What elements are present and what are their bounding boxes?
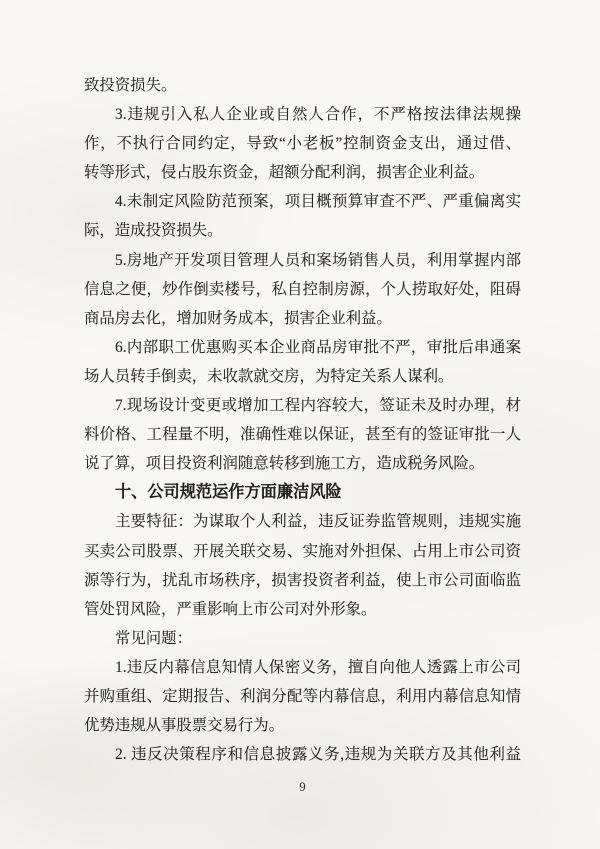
text-line: 5.房地产开发项目管理人员和案场销售人员，利用掌握内部 — [115, 251, 521, 269]
text-line: 作，不执行合同约定，导致“小老板”控制资金支出，通过借、 — [84, 135, 521, 153]
text-line: 际，造成投资损失。 — [84, 222, 223, 240]
text-line: 1.违反内幕信息知情人保密义务，擅自向他人透露上市公司 — [115, 658, 521, 676]
text-line: 管处罚风险，严重影响上市公司对外形象。 — [84, 600, 377, 618]
text-line: 优势违规从事股票交易行为。 — [84, 717, 285, 735]
text-line: 3.违规引入私人企业或自然人合作，不严格按法律法规操 — [115, 106, 521, 124]
text-line: 转等形式，侵占股东资金，超额分配利润，损害企业利益。 — [84, 164, 485, 182]
text-line: 场人员转手倒卖，未收款就交房，为特定关系人谋利。 — [84, 367, 454, 385]
text-line: 致投资损失。 — [84, 77, 177, 94]
text-line: 主要特征：为谋取个人利益，违反证券监管规则，违规实施 — [115, 513, 521, 531]
text-line: 6.内部职工优惠购买本企业商品房审批不严，审批后串通案 — [115, 338, 521, 356]
text-line: 说了算，项目投资利润随意转移到施工方，造成税务风险。 — [84, 455, 485, 473]
text-line: 并购重组、定期报告、利润分配等内幕信息，利用内幕信息知情 — [84, 687, 521, 705]
text-line: 买卖公司股票、开展关联交易、实施对外担保、占用上市公司资 — [84, 542, 521, 560]
text-line: 2. 违反决策程序和信息披露义务,违规为关联方及其他利益 — [115, 746, 521, 764]
text-line: 4.未制定风险防范预案，项目概预算审查不严、严重偏离实 — [115, 193, 521, 211]
text-line: 料价格、工程量不明，准确性难以保证，甚至有的签证审批一人 — [84, 426, 521, 444]
text-line: 常见问题： — [115, 629, 192, 647]
text-line: 7.现场设计变更或增加工程内容较大，签证未及时办理，材 — [115, 397, 521, 415]
text-line: 信息之便，炒作倒卖楼号，私自控制房源，个人捞取好处，阻碍 — [84, 280, 521, 298]
section-heading: 十、公司规范运作方面廉洁风险 — [115, 483, 342, 502]
page-number: 9 — [299, 780, 306, 794]
text-line: 商品房去化，增加财务成本，损害企业利益。 — [84, 309, 392, 327]
page-body-text — [84, 71, 521, 769]
text-line: 源等行为，扰乱市场秩序，损害投资者利益，使上市公司面临监 — [84, 571, 521, 589]
